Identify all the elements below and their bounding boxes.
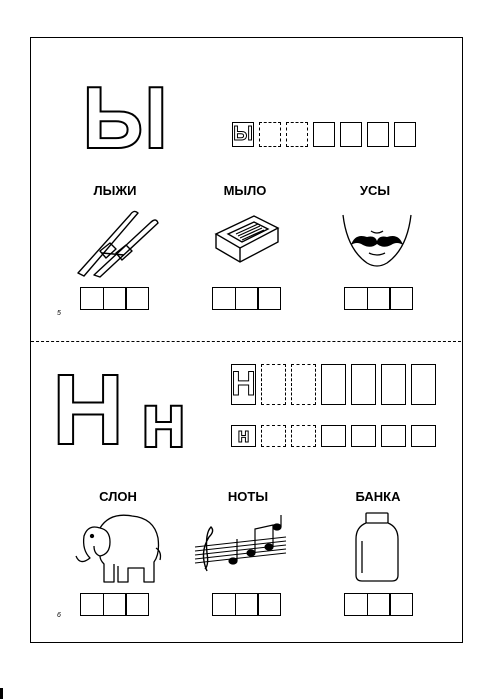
tracing-row-y xyxy=(232,122,416,147)
trace-cell xyxy=(291,425,316,447)
trace-cell xyxy=(381,364,406,405)
word-label: НОТЫ xyxy=(227,489,269,504)
elephant-picture xyxy=(70,508,165,588)
letter-cell[interactable] xyxy=(367,593,391,616)
letter-cell[interactable] xyxy=(257,593,281,616)
cut-line xyxy=(31,341,461,342)
letter-cell[interactable] xyxy=(125,593,149,616)
letter-cell[interactable] xyxy=(103,287,127,310)
trace-cell: н xyxy=(231,425,256,447)
trace-cell xyxy=(411,425,436,447)
trace-cell xyxy=(321,364,346,405)
trace-cell xyxy=(313,122,335,147)
music-notes-picture xyxy=(193,513,288,578)
word-label: УСЫ xyxy=(359,183,391,198)
trace-cell xyxy=(411,364,436,405)
letter-cell[interactable] xyxy=(389,287,413,310)
trace-cell xyxy=(351,364,376,405)
letter-cell[interactable] xyxy=(235,593,259,616)
trace-cell xyxy=(351,425,376,447)
letter-cell[interactable] xyxy=(235,287,259,310)
word-label: БАНКА xyxy=(355,489,401,504)
trace-cell xyxy=(261,364,286,405)
trace-cell xyxy=(286,122,308,147)
page-edge-mark xyxy=(0,688,3,699)
letter-cell[interactable] xyxy=(344,593,368,616)
jar-picture xyxy=(352,511,402,583)
word-label: СЛОН xyxy=(99,489,137,504)
page-number: 5 xyxy=(57,310,61,317)
trace-cell xyxy=(261,425,286,447)
trace-cell xyxy=(321,425,346,447)
trace-cell xyxy=(291,364,316,405)
letter-cell[interactable] xyxy=(125,287,149,310)
big-letter-n-upper: Н xyxy=(52,354,125,466)
page-number: 6 xyxy=(57,612,61,619)
tracing-row-n-upper xyxy=(231,364,436,405)
trace-cell xyxy=(367,122,389,147)
skis-picture xyxy=(72,203,162,278)
trace-cell: Ы xyxy=(233,123,253,145)
trace-cell xyxy=(381,425,406,447)
letter-cell[interactable] xyxy=(80,593,104,616)
answer-cells[interactable] xyxy=(80,593,149,616)
letter-cell[interactable] xyxy=(212,593,236,616)
letter-cell[interactable] xyxy=(344,287,368,310)
trace-cell xyxy=(340,122,362,147)
word-label: ЛЫЖИ xyxy=(93,183,137,198)
word-label: МЫЛО xyxy=(223,183,267,198)
letter-cell[interactable] xyxy=(257,287,281,310)
big-letter-n-lower: н xyxy=(140,376,188,464)
answer-cells[interactable] xyxy=(212,593,281,616)
letter-cell[interactable] xyxy=(80,287,104,310)
trace-cell xyxy=(394,122,416,147)
trace-cell xyxy=(259,122,281,147)
letter-cell[interactable] xyxy=(103,593,127,616)
trace-cell: Н xyxy=(231,365,256,403)
big-letter-y: Ы xyxy=(82,68,167,167)
tracing-row-n-lower xyxy=(231,425,436,447)
letter-cell[interactable] xyxy=(367,287,391,310)
answer-cells[interactable] xyxy=(344,287,413,310)
answer-cells[interactable] xyxy=(344,593,413,616)
letter-cell[interactable] xyxy=(212,287,236,310)
letter-cell[interactable] xyxy=(389,593,413,616)
soap-picture xyxy=(212,208,282,268)
mustache-picture xyxy=(337,211,417,276)
answer-cells[interactable] xyxy=(80,287,149,310)
answer-cells[interactable] xyxy=(212,287,281,310)
